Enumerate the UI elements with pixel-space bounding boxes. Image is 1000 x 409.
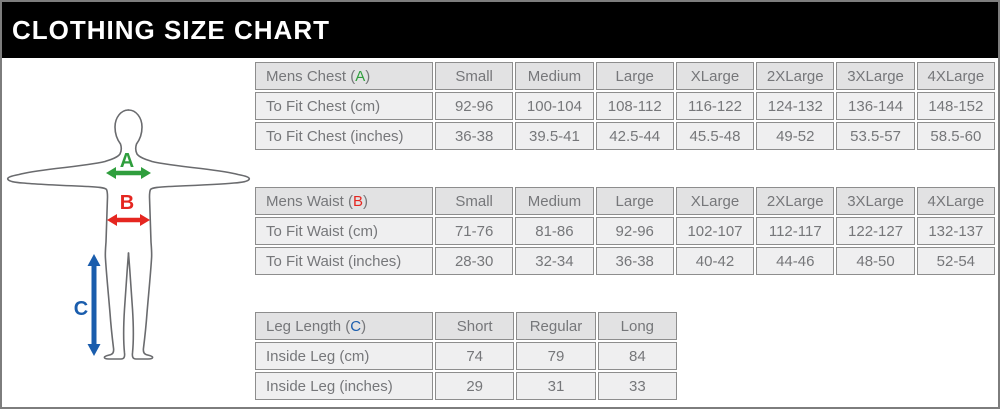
waist-arrow-head-left [107, 214, 117, 226]
chest-arrow-head-left [106, 167, 116, 179]
size-value-cell: 33 [598, 372, 677, 400]
row-label: To Fit Waist (cm) [255, 217, 433, 245]
table-row [255, 217, 995, 245]
table-header-row [255, 62, 995, 90]
size-value-cell: 48-50 [836, 247, 914, 275]
size-value-cell: 100-104 [515, 92, 593, 120]
waist-arrow-head-right [140, 214, 150, 226]
table-title-cell [255, 312, 433, 340]
column-header: 2XLarge [756, 187, 834, 215]
table-title-cell [255, 187, 433, 215]
body-outline-mirror [129, 110, 250, 359]
table-header-row [255, 312, 677, 340]
row-label: To Fit Waist (inches) [255, 247, 433, 275]
size-value-cell: 44-46 [756, 247, 834, 275]
leg-arrow-head-top [88, 254, 101, 266]
size-value-cell: 31 [516, 372, 595, 400]
measurement-letter: B [352, 192, 363, 210]
leg-arrow-label: C [73, 298, 89, 320]
table-title-suffix: ) [362, 192, 368, 210]
row-label: Inside Leg (cm) [255, 342, 433, 370]
column-header: 4XLarge [917, 187, 995, 215]
column-header: 2XLarge [756, 62, 834, 90]
size-value-cell: 81-86 [515, 217, 593, 245]
column-header: Small [435, 62, 513, 90]
size-value-cell: 36-38 [435, 122, 513, 150]
table-title-prefix: Mens Chest ( [266, 67, 356, 85]
row-label: To Fit Chest (cm) [255, 92, 433, 120]
size-value-cell: 108-112 [596, 92, 674, 120]
size-value-cell: 92-96 [596, 217, 674, 245]
size-value-cell: 71-76 [435, 217, 513, 245]
size-value-cell: 42.5-44 [596, 122, 674, 150]
size-value-cell: 53.5-57 [836, 122, 914, 150]
size-table-mens-waist [253, 185, 997, 277]
size-value-cell: 40-42 [676, 247, 754, 275]
table-title-prefix: Mens Waist ( [266, 192, 353, 210]
chest-arrow-label: A [119, 150, 135, 172]
size-table-leg-length [253, 310, 679, 402]
chest-arrow-head-right [141, 167, 151, 179]
size-value-cell: 36-38 [596, 247, 674, 275]
column-header: Short [435, 312, 514, 340]
table-row [255, 92, 995, 120]
size-value-cell: 132-137 [917, 217, 995, 245]
column-header: Long [598, 312, 677, 340]
size-table-mens-chest [253, 60, 997, 152]
page-title: CLOTHING SIZE CHART [12, 14, 330, 45]
size-value-cell: 112-117 [756, 217, 834, 245]
size-value-cell: 74 [435, 342, 514, 370]
column-header: XLarge [676, 62, 754, 90]
table-row [255, 247, 995, 275]
table-title-suffix: ) [365, 67, 371, 85]
size-value-cell: 116-122 [676, 92, 754, 120]
row-label: To Fit Chest (inches) [255, 122, 433, 150]
size-value-cell: 102-107 [676, 217, 754, 245]
column-header: Small [435, 187, 513, 215]
table-title-prefix: Leg Length ( [266, 317, 351, 335]
size-value-cell: 136-144 [836, 92, 914, 120]
column-header: Medium [515, 187, 593, 215]
waist-arrow-label: B [119, 192, 135, 214]
leg-arrow-head-bottom [88, 344, 101, 356]
size-value-cell: 124-132 [756, 92, 834, 120]
table-header-row [255, 187, 995, 215]
size-value-cell: 28-30 [435, 247, 513, 275]
column-header: 4XLarge [917, 62, 995, 90]
size-value-cell: 84 [598, 342, 677, 370]
size-value-cell: 52-54 [917, 247, 995, 275]
size-value-cell: 29 [435, 372, 514, 400]
title-bar [2, 2, 998, 58]
size-value-cell: 79 [516, 342, 595, 370]
table-row [255, 342, 677, 370]
size-value-cell: 122-127 [836, 217, 914, 245]
column-header: Medium [515, 62, 593, 90]
body-measurement-figure [2, 57, 255, 407]
size-value-cell: 58.5-60 [917, 122, 995, 150]
size-value-cell: 49-52 [756, 122, 834, 150]
column-header: Large [596, 187, 674, 215]
row-label: Inside Leg (inches) [255, 372, 433, 400]
size-value-cell: 32-34 [515, 247, 593, 275]
table-row [255, 122, 995, 150]
size-value-cell: 39.5-41 [515, 122, 593, 150]
size-value-cell: 45.5-48 [676, 122, 754, 150]
table-row [255, 372, 677, 400]
column-header: 3XLarge [836, 187, 914, 215]
body-outline [8, 110, 129, 359]
column-header: Regular [516, 312, 595, 340]
table-title-suffix: ) [361, 317, 367, 335]
table-title-cell [255, 62, 433, 90]
body-figure-svg [2, 57, 255, 407]
measurement-letter: C [350, 317, 362, 335]
column-header: 3XLarge [836, 62, 914, 90]
size-value-cell: 92-96 [435, 92, 513, 120]
measurement-letter: A [355, 67, 366, 85]
column-header: Large [596, 62, 674, 90]
column-header: XLarge [676, 187, 754, 215]
size-value-cell: 148-152 [917, 92, 995, 120]
